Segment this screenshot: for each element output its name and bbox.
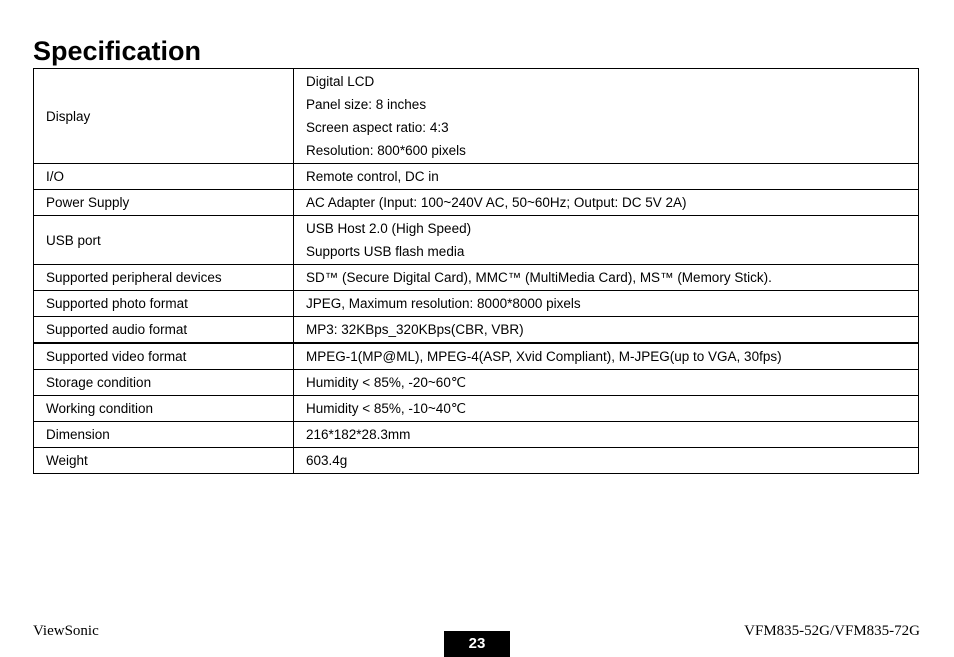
spec-label: Dimension [34, 422, 294, 448]
spec-value-line: MP3: 32KBps_320KBps(CBR, VBR) [306, 322, 524, 337]
spec-value-line: 216*182*28.3mm [306, 427, 411, 442]
table-row [34, 370, 919, 396]
spec-value-line: Supports USB flash media [306, 244, 465, 259]
table-row [34, 265, 919, 291]
page-title: Specification [33, 36, 202, 66]
table-row [34, 317, 919, 344]
table-row [34, 291, 919, 317]
spec-label: Supported video format [34, 343, 294, 370]
spec-value [294, 370, 919, 396]
table-row [34, 190, 919, 216]
footer-model: VFM835-52G/VFM835-72G [744, 623, 920, 639]
spec-label: Display [34, 69, 294, 164]
spec-value-line: Humidity < 85%, -10~40℃ [306, 401, 466, 416]
spec-value [294, 396, 919, 422]
spec-value-line: 603.4g [306, 453, 348, 468]
spec-label: Storage condition [34, 370, 294, 396]
spec-value-line: AC Adapter (Input: 100~240V AC, 50~60Hz; Output: DC 5V 2A) [306, 195, 687, 210]
spec-value-line: Humidity < 85%, -20~60℃ [306, 375, 466, 390]
spec-label: Weight [34, 448, 294, 474]
spec-value [294, 190, 919, 216]
spec-label: Working condition [34, 396, 294, 422]
table-row [34, 69, 919, 164]
spec-value [294, 422, 919, 448]
table-row [34, 448, 919, 474]
spec-value [294, 265, 919, 291]
footer-brand: ViewSonic [33, 623, 99, 639]
spec-value-line: Resolution: 800*600 pixels [306, 143, 466, 158]
table-row [34, 396, 919, 422]
spec-value [294, 317, 919, 344]
table-row [34, 164, 919, 190]
table-row [34, 216, 919, 265]
table-row [34, 422, 919, 448]
spec-value-line: Remote control, DC in [306, 169, 439, 184]
spec-label: Supported peripheral devices [34, 265, 294, 291]
spec-value [294, 216, 919, 265]
spec-value [294, 448, 919, 474]
page-number: 23 [444, 631, 510, 657]
spec-value [294, 291, 919, 317]
spec-value [294, 164, 919, 190]
spec-value [294, 69, 919, 164]
spec-label: I/O [34, 164, 294, 190]
spec-label: Supported photo format [34, 291, 294, 317]
table-row [34, 343, 919, 370]
spec-value [294, 343, 919, 370]
spec-label: Supported audio format [34, 317, 294, 344]
spec-value-line: Panel size: 8 inches [306, 97, 427, 112]
spec-value-line: JPEG, Maximum resolution: 8000*8000 pixels [306, 296, 581, 311]
spec-value-line: Screen aspect ratio: 4:3 [306, 120, 449, 135]
spec-value-line: MPEG-1(MP@ML), MPEG-4(ASP, Xvid Compliant), M-JPEG(up to VGA, 30fps) [306, 349, 782, 364]
spec-value-line: Digital LCD [306, 74, 375, 89]
specification-table [33, 68, 919, 474]
spec-value-line: USB Host 2.0 (High Speed) [306, 221, 472, 236]
spec-label: USB port [34, 216, 294, 265]
spec-label: Power Supply [34, 190, 294, 216]
spec-value-line: SD™ (Secure Digital Card), MMC™ (MultiMedia Card), MS™ (Memory Stick). [306, 270, 772, 285]
